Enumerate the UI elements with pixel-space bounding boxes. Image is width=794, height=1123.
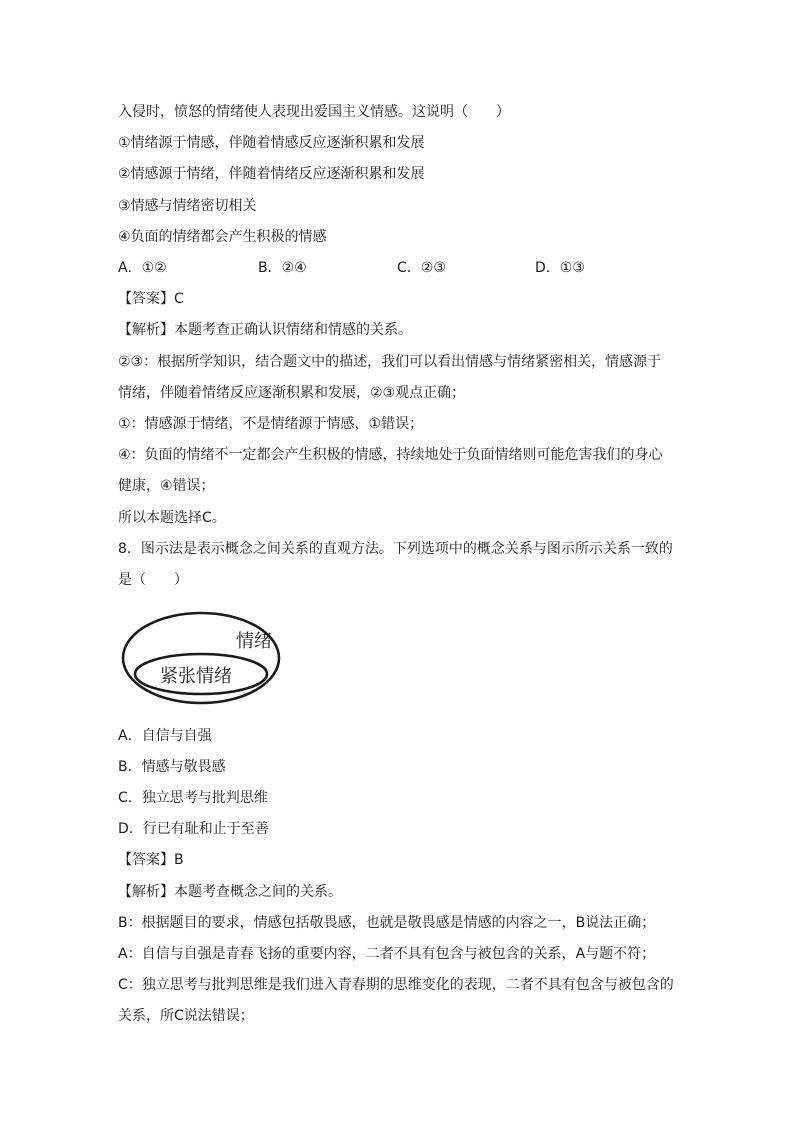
q7-option-d: D．①③ (535, 260, 585, 276)
q8-analysis-line-4: C：独立思考与批判思维是我们进入青春期的思维变化的表现，二者不具有包含与被包含的 (118, 977, 674, 993)
q7-analysis-line-7: 所以本题选择C。 (118, 510, 226, 526)
q7-analysis-line-1: 【解析】本题考查正确认识情绪和情感的关系。 (118, 322, 412, 338)
q8-analysis-line-2: B：根据题目的要求，情感包括敬畏感，也就是敬畏感是情感的内容之一，B说法正确； (118, 915, 656, 931)
q8-option-d: D．行已有耻和止于至善 (118, 821, 269, 837)
q8-stem-line-1: 8．图示法是表示概念之间关系的直观方法。下列选项中的概念关系与图示所示关系一致的 (118, 541, 673, 557)
venn-diagram (120, 608, 282, 708)
q7-statement-1: ①情绪源于情感，伴随着情感反应逐渐积累和发展 (118, 135, 425, 151)
q7-analysis-line-2: ②③：根据所学知识，结合题文中的描述，我们可以看出情感与情绪紧密相关，情感源于 (118, 354, 662, 370)
q7-statement-2: ②情感源于情绪，伴随着情绪反应逐渐积累和发展 (118, 166, 425, 182)
q8-option-a: A．自信与自强 (118, 728, 212, 744)
q8-option-b: B．情感与敬畏感 (118, 759, 226, 775)
q8-analysis-line-5: 关系，所C说法错误； (118, 1008, 254, 1024)
q7-analysis-line-5: ④：负面的情绪不一定都会产生积极的情感，持续地处于负面情绪则可能危害我们的身心 (118, 447, 663, 463)
q7-option-c: C．②③ (397, 260, 446, 276)
q8-analysis-line-3: A：自信与自强是青春飞扬的重要内容，二者不具有包含与被包含的关系，A与题不符； (118, 946, 656, 962)
q7-statement-3: ③情感与情绪密切相关 (118, 198, 257, 214)
q7-answer: 【答案】C (118, 291, 184, 307)
q7-statement-4: ④负面的情绪都会产生积极的情感 (118, 229, 327, 245)
q7-analysis-line-4: ①：情感源于情绪，不是情绪源于情感，①错误； (118, 416, 424, 432)
q8-stem-line-2: 是（ ） (118, 572, 188, 588)
q7-option-a: A．①② (118, 260, 167, 276)
q7-option-b: B．②④ (258, 260, 307, 276)
q8-answer: 【答案】B (118, 852, 184, 868)
inner-label: 紧张情绪 (160, 666, 232, 687)
q7-stem-tail: 入侵时，愤怒的情绪使人表现出爱国主义情感。这说明（ ） (118, 104, 510, 120)
q8-option-c: C．独立思考与批判思维 (118, 790, 268, 806)
outer-label: 情绪 (236, 631, 272, 652)
outer-ellipse (123, 613, 279, 703)
q7-analysis-line-3: 情绪，伴随着情绪反应逐渐积累和发展，②③观点正确； (118, 385, 466, 401)
q7-analysis-line-6: 健康，④错误； (118, 478, 215, 494)
q8-analysis-line-1: 【解析】本题考查概念之间的关系。 (118, 884, 342, 900)
